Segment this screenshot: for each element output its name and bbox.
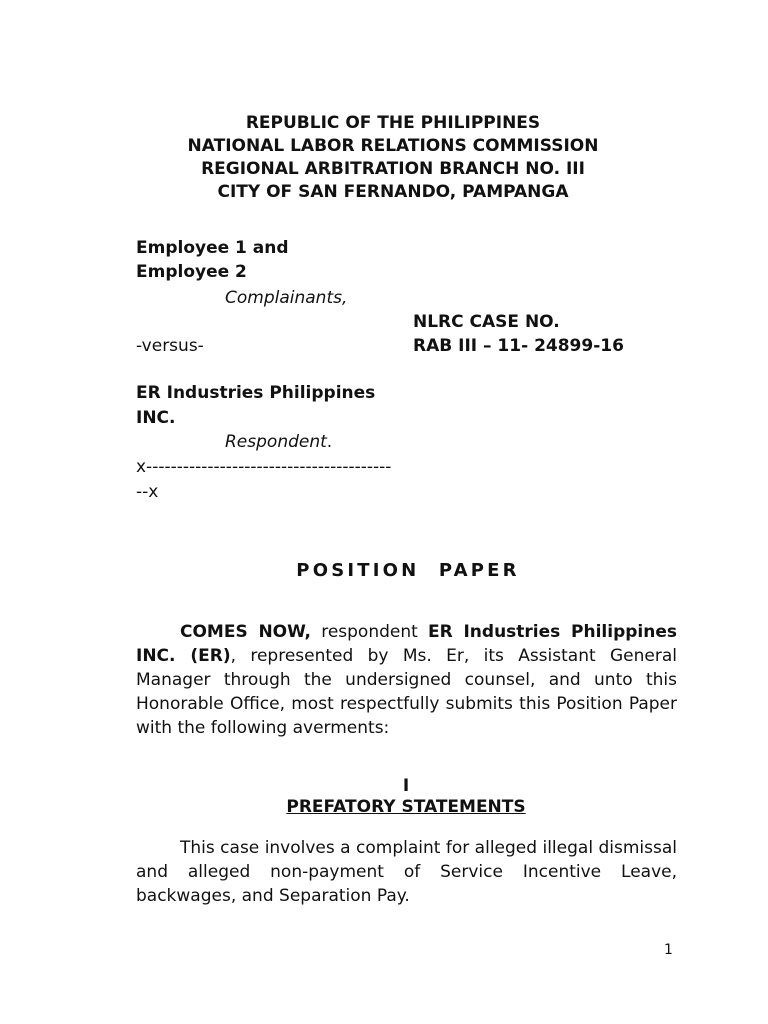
header-branch: REGIONAL ARBITRATION BRANCH NO. III bbox=[201, 159, 585, 179]
document-title bbox=[0, 560, 768, 581]
respondent-label bbox=[225, 430, 332, 454]
intro-company: ER Industries Philippines INC. (ER) bbox=[136, 622, 677, 666]
header-commission: NATIONAL LABOR RELATIONS COMMISSION bbox=[187, 136, 599, 156]
section-heading bbox=[0, 776, 768, 818]
court-header bbox=[0, 112, 768, 204]
header-republic: REPUBLIC OF THE PHILIPPINES bbox=[245, 113, 541, 133]
intro-paragraph bbox=[136, 620, 677, 740]
respondent-line-2: INC. bbox=[136, 408, 176, 428]
title-word-position: POSITION bbox=[296, 560, 420, 581]
section-body-text: This case involves a complaint for alleged illegal dismissal and alleged non-payment of Service Incentive Leave, backwages, and Separation Pay. bbox=[136, 838, 677, 906]
complainants-label: Complainants, bbox=[225, 288, 348, 308]
complainant-line-2: Employee 2 bbox=[136, 262, 247, 282]
title-word-paper: PAPER bbox=[438, 560, 520, 581]
intro-comes-now: COMES NOW, bbox=[180, 622, 311, 642]
versus-label: -versus- bbox=[136, 336, 204, 356]
caption-separator-end: --x bbox=[136, 482, 159, 502]
case-number: RAB III – 11- 24899-16 bbox=[413, 336, 624, 356]
respondent-label-period: . bbox=[326, 432, 333, 452]
page-number: 1 bbox=[664, 942, 673, 958]
section-title: PREFATORY STATEMENTS bbox=[286, 797, 526, 817]
case-label: NLRC CASE NO. bbox=[413, 312, 560, 332]
header-city: CITY OF SAN FERNANDO, PAMPANGA bbox=[217, 182, 569, 202]
respondent-line-1: ER Industries Philippines bbox=[136, 383, 376, 403]
caption-separator: x---------------------------------------- bbox=[136, 457, 392, 477]
section-numeral: I bbox=[402, 776, 410, 796]
intro-rest: , represented by Ms. Er, its Assistant General Manager through the undersigned counsel, and unto this Honorable Office, most respectfully submits this Position Paper with the following averments: bbox=[136, 646, 677, 738]
complainant-line-1: Employee 1 and bbox=[136, 238, 289, 258]
intro-respondent-word: respondent bbox=[310, 622, 429, 642]
section-body bbox=[136, 836, 677, 908]
respondent-label-text: Respondent bbox=[225, 432, 327, 452]
